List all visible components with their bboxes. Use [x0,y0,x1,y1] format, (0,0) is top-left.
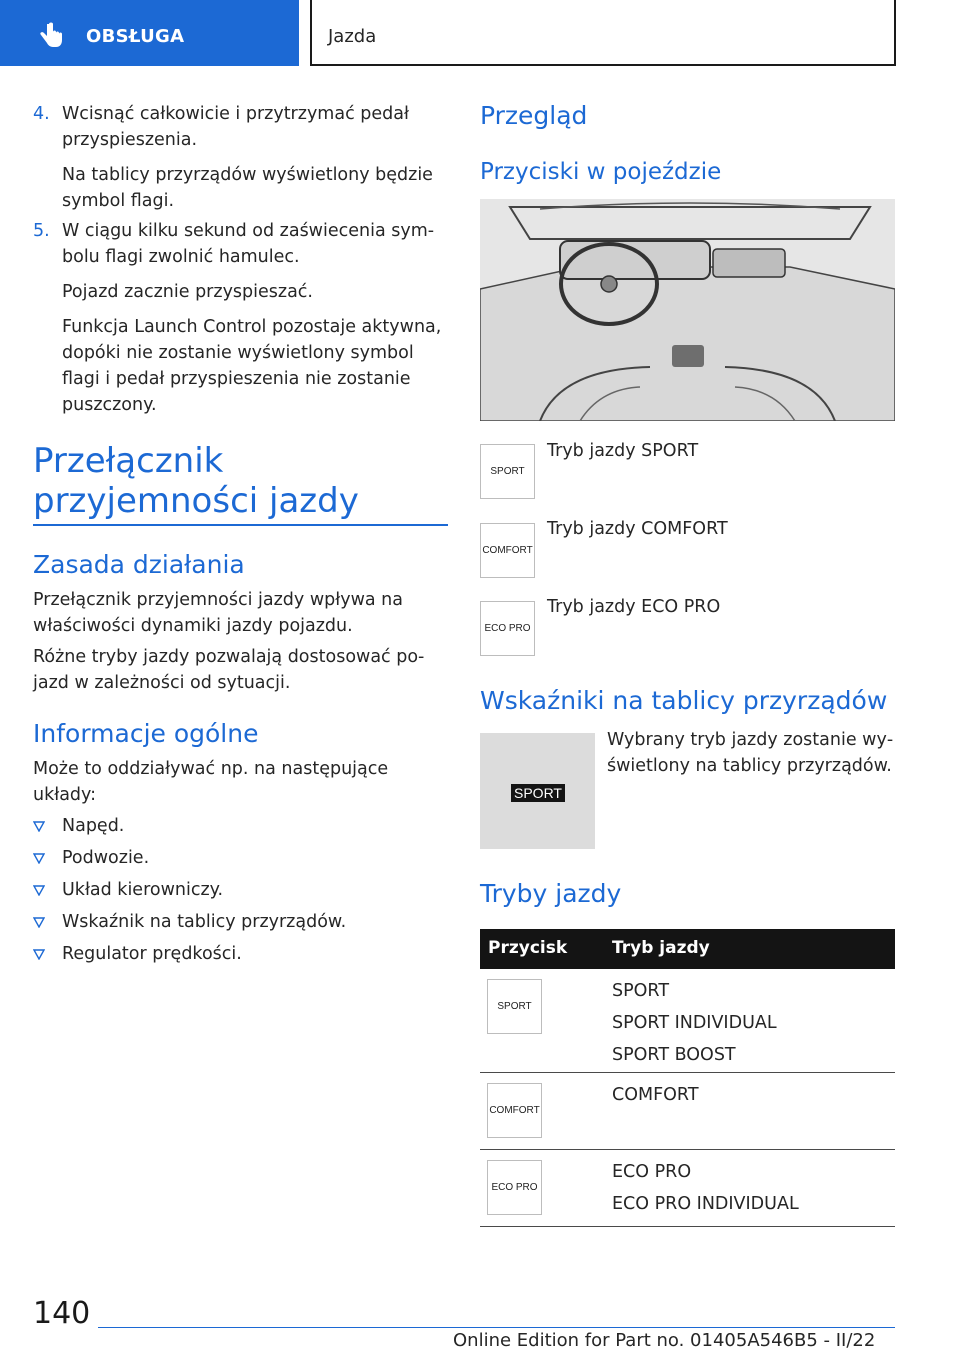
list-item [33,941,242,967]
hand-pointer-icon [38,22,64,50]
general-intro: Może to oddziaływać np. na następujące układy: [33,759,389,805]
list-item-text: Wskaźnik na tablicy przyrządów. [62,912,347,932]
step-number: 5. [33,221,50,241]
button-description: Tryb jazdy SPORT [547,441,699,461]
overview-heading: Przegląd [480,101,588,130]
button-description: Tryb jazdy COMFORT [547,519,728,539]
list-item [33,813,124,839]
triangle-bullet-icon [33,885,45,896]
sport-button-icon: SPORT [487,979,542,1034]
footer-divider [98,1327,895,1328]
principle-heading: Zasada działania [33,550,245,579]
section-label: OBSŁUGA [86,26,185,47]
step-text: Wcisnąć całkowicie i przytrzymać pedał przyspieszenia. [62,104,409,150]
step-4 [33,101,448,223]
table-row [480,1150,895,1227]
modes-heading: Tryby jazdy [480,879,622,908]
list-item [33,845,149,871]
principle-text: Przełącznik przyjemności jazdy wpływa na właściwości dynamiki jazdy pojazdu. [33,590,403,636]
step-text: Pojazd zacznie przyspieszać. [62,282,313,302]
list-item-text: Regulator prędkości. [62,944,242,964]
cockpit-illustration [480,199,895,421]
sport-indicator-badge: SPORT [511,784,565,802]
table-header [480,929,895,969]
instrument-cluster-illustration [480,733,595,849]
eco-pro-button-icon: ECO PRO [480,601,535,656]
heading-divider [33,524,448,526]
table-row [480,969,895,1073]
mode-name: SPORT INDIVIDUAL [612,1013,777,1033]
column-header: Tryb jazdy [612,938,710,958]
edition-text: Online Edition for Part no. 01405A546B5 - II/22 [453,1330,876,1351]
main-heading: Przełącznik przyjemności jazdy [33,441,359,521]
step-text: W ciągu kilku sekund od zaświecenia sym‐ bolu flagi zwolnić hamulec. [62,221,435,267]
indicators-heading: Wskaźniki na tablicy przyrządów [480,686,888,715]
chapter-label: Jazda [328,26,377,47]
principle-text: Różne tryby jazdy pozwalają dostosować po‐ jazd w zależności od sytuacji. [33,647,425,693]
mode-list [612,1156,799,1220]
list-item-text: Napęd. [62,816,125,836]
overview-subheading: Przyciski w pojeździe [480,159,722,185]
page-number: 140 [33,1296,91,1331]
mode-name: SPORT BOOST [612,1045,736,1065]
mode-name: ECO PRO [612,1162,692,1182]
comfort-button-icon: COMFORT [480,523,535,578]
mode-name: ECO PRO INDIVIDUAL [612,1194,799,1214]
triangle-bullet-icon [33,917,45,928]
mode-name: COMFORT [612,1085,699,1105]
sport-button-icon: SPORT [480,444,535,499]
comfort-button-icon: COMFORT [487,1083,542,1138]
table-row [480,1073,895,1150]
triangle-bullet-icon [33,821,45,832]
list-item [33,909,346,935]
mode-list [612,1079,699,1111]
step-number: 4. [33,104,50,124]
button-description: Tryb jazdy ECO PRO [547,597,721,617]
triangle-bullet-icon [33,949,45,960]
step-text: Funkcja Launch Control pozostaje aktywna, dopóki nie zostanie wyświetlony symbol flagi i pedał przyspieszenia nie zostanie puszczony. [62,317,442,415]
step-5 [33,218,448,427]
mode-list [612,975,777,1071]
list-item-text: Układ kierowniczy. [62,880,224,900]
mode-name: SPORT [612,981,670,1001]
triangle-bullet-icon [33,853,45,864]
eco-pro-button-icon: ECO PRO [487,1160,542,1215]
indicators-text: Wybrany tryb jazdy zostanie wy‐ świetlony na tablicy przyrządów. [607,730,894,776]
column-header: Przycisk [488,938,568,958]
list-item [33,877,223,903]
chapter-box [310,0,896,66]
section-tab [0,0,299,66]
step-text: Na tablicy przyrządów wyświetlony będzie symbol flagi. [62,165,433,211]
list-item-text: Podwozie. [62,848,150,868]
general-heading: Informacje ogólne [33,719,259,748]
